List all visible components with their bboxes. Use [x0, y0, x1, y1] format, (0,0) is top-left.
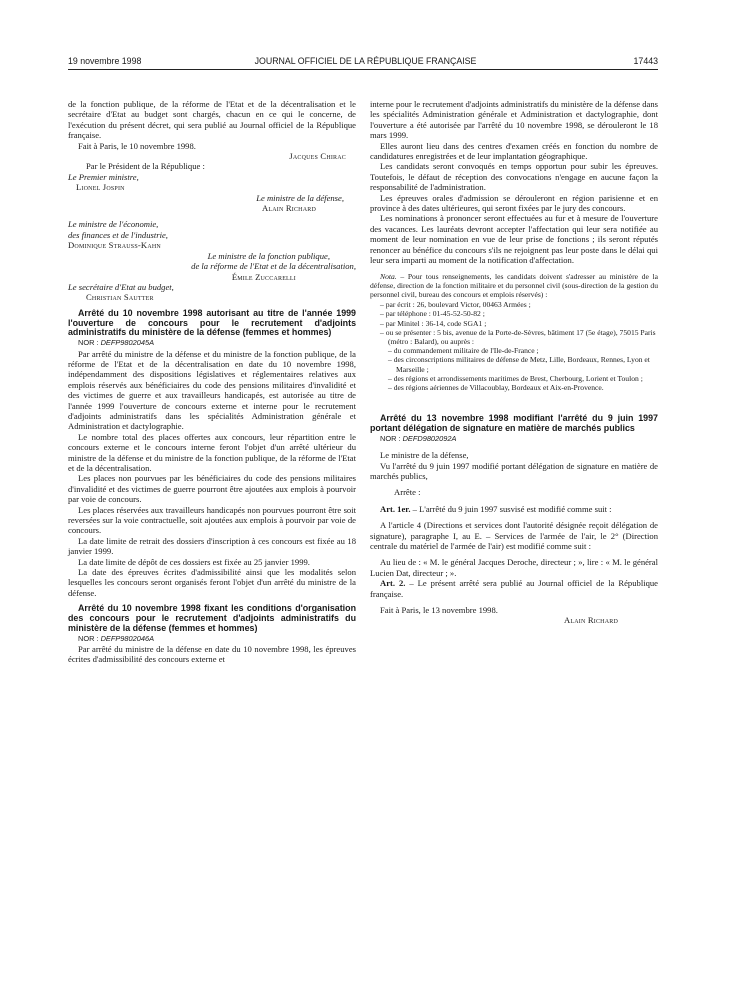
header-rule: [68, 69, 658, 70]
civil-service-minister-title-1: Le ministre de la fonction publique,: [207, 250, 330, 261]
header-date: 19 novembre 1998: [68, 56, 142, 66]
arrete-3-paragraph-4: Au lieu de : « M. le général Jacques Deroche, directeur ; », lire : « M. le général Lucien Dat, directeur ; ».: [370, 557, 658, 578]
intro-paragraph: de la fonction publique, de la réforme de l'Etat et de la décentralisation et le secrétaire d'Etat au budget sont chargés, chacun en ce qui le concerne, de l'exécution du présent décret, qui sera publié au Journal officiel de la République française.: [68, 99, 356, 141]
article-1: Art. 1er. – L'arrêté du 9 juin 1997 susvisé est modifié comme suit :: [380, 503, 612, 514]
contact-item: – par téléphone : 01-45-52-50-82 ;: [370, 309, 658, 318]
fait-paris-2: Fait à Paris, le 13 novembre 1998.: [380, 605, 498, 616]
contact-item: – par Minitel : 36-14, code SGA1 ;: [370, 319, 658, 328]
defense-minister-name: Alain Richard: [261, 203, 316, 214]
premier-ministre-title: Le Premier ministre,: [68, 171, 139, 182]
arrete-3-vu: Vu l'arrêté du 9 juin 1997 modifié portant délégation de signature en matière de marchés publics,: [370, 460, 658, 481]
defense-minister-title: Le ministre de la défense,: [256, 192, 344, 203]
contact-subitem: – du commandement militaire de l'Ile-de-France ;: [370, 346, 658, 355]
arrete-3-nor: NOR : DEFD9802092A: [380, 433, 457, 443]
arrete-1-paragraph-2: Le nombre total des places offertes aux concours, leur répartition entre le concours externe et le concours interne feront l'objet d'un arrêté ultérieur du ministre de la défense et du ministre de la fonction publique, de la réforme de l'Etat et de la décentralisation.: [68, 431, 356, 473]
premier-ministre-name: Lionel Jospin: [76, 182, 125, 193]
contact-list: [370, 300, 658, 346]
contact-subitem: – des régions et arrondissements maritimes de Brest, Cherbourg, Lorient et Toulon ;: [370, 374, 658, 383]
economy-minister-name: Dominique Strauss-Kahn: [68, 240, 161, 251]
arrete-2-paragraph-5: Les nominations à prononcer seront effectuées au fur et à mesure de l'ouverture des vacances. Les lauréats devront accepter l'affectation qui leur sera notifiée au moment de leur nomination en vue de leur prise de fonctions ; ils seront réputés renoncer au bénéfice du concours s'ils ne rejoignent pas leur poste dans le délai qui leur sera imparti au moment de la notification d'affectation.: [370, 213, 658, 266]
signature-richard: Alain Richard: [563, 615, 618, 626]
arrete-1-paragraph-5: La date limite de retrait des dossiers d'inscription à ces concours est fixée au 18 janvier 1999.: [68, 535, 356, 557]
par-le-president: Par le Président de la République :: [86, 161, 205, 172]
civil-service-minister-name: Émile Zuccarelli: [231, 271, 296, 282]
budget-secretary-title: Le secrétaire d'Etat au budget,: [68, 281, 174, 292]
contact-item: – par écrit : 26, boulevard Victor, 00463 Armées ;: [370, 300, 658, 309]
arrete-1-paragraph-4: Les places réservées aux travailleurs handicapés non pourvues pourront être soit reversées sur la voie contractuelle, soit ajoutées aux emplois à pourvoir par voie de concours.: [68, 504, 356, 536]
contact-item: – ou se présenter : 5 bis, avenue de la Porte-de-Sèvres, bâtiment 17 (5e étage), 75015 Paris (métro : Balard), ou auprès :: [370, 328, 658, 346]
economy-minister-title-2: des finances et de l'industrie,: [68, 229, 168, 240]
nota-paragraph: Nota. – Pour tous renseignements, les candidats doivent s'adresser au ministère de la défense, direction de la fonction militaire et du personnel civil (sous-direction de la gestion du personnel civil, bureau des concours et emplois réservés) :: [370, 271, 658, 299]
budget-secretary-name: Christian Sautter: [86, 292, 154, 303]
arrete-3-minister: Le ministre de la défense,: [380, 450, 469, 461]
contact-subitem: – des circonscriptions militaires de défense de Metz, Lille, Bordeaux, Rennes, Lyon et Marseille ;: [370, 355, 658, 373]
header-page-number: 17443: [633, 56, 658, 66]
arrete-1-title: Arrêté du 10 novembre 1998 autorisant au titre de l'année 1999 l'ouverture de concours pour le recrutement d'adjoints administratifs du ministère de la défense (femmes et hommes): [68, 307, 356, 338]
arrete-2-paragraph-2: Elles auront lieu dans des centres d'examen créés en fonction du nombre de candidatures enregistrées et de leur implantation géographique.: [370, 140, 658, 162]
contact-sublist: [370, 346, 658, 392]
arrete-2-paragraph-4: Les épreuves orales d'admission se dérouleront en région parisienne et en province à des dates ultérieures, qui seront fixées par le jury des concours.: [370, 192, 658, 214]
arrete-2-paragraph-1-cont: interne pour le recrutement d'adjoints administratifs du ministère de la défense dans les spécialités Administration générale et Administration et dactylographie, dont l'ouverture a été autorisée par l'arrêté du 10 novembre 1998, se dérouleront le 18 mars 1999.: [370, 99, 658, 141]
arrete-3-paragraph-3: A l'article 4 (Directions et services dont l'autorité désignée reçoit délégation de signature), paragraphe I, au E. – Services de l'armée de l'air, le 2° (Direction centrale du matériel de l'armée de l'air) est modifié comme suit :: [370, 520, 658, 551]
arrete-2-paragraph-3: Les candidats seront convoqués en temps opportun pour subir les épreuves. Toutefois, le défaut de réception des convocations n'engage en aucune façon la responsabilité de l'administration.: [370, 161, 658, 193]
civil-service-minister-title-2: de la réforme de l'Etat et de la décentralisation,: [191, 261, 356, 272]
arrete-keyword: Arrête :: [394, 487, 421, 498]
arrete-2-title: Arrêté du 10 novembre 1998 fixant les conditions d'organisation des concours pour le recrutement d'adjoints administratifs du ministère de la défense (femmes et hommes): [68, 603, 356, 633]
arrete-1-paragraph-6: La date limite de dépôt de ces dossiers est fixée au 25 janvier 1999.: [78, 556, 310, 567]
economy-minister-title-1: Le ministre de l'économie,: [68, 219, 159, 230]
arrete-3-title: Arrêté du 13 novembre 1998 modifiant l'arrêté du 9 juin 1997 portant délégation de signature en matière de marchés publics: [370, 413, 658, 433]
signature-chirac: Jacques Chirac: [289, 151, 346, 162]
arrete-1-paragraph-7: La date des épreuves écrites d'admissibilité ainsi que les modalités selon lesquelles les concours seront organisés feront l'objet d'un arrêté du ministre de la défense.: [68, 567, 356, 598]
arrete-2-paragraph-1: Par arrêté du ministre de la défense en date du 10 novembre 1998, les épreuves écrites d'admissibilité des concours externe et: [68, 644, 356, 665]
header-title: JOURNAL OFFICIEL DE LA RÉPUBLIQUE FRANÇAISE: [254, 56, 477, 66]
arrete-1-paragraph-3: Les places non pourvues par les bénéficiaires du code des pensions militaires d'invalidité et des victimes de guerre pourront être ajoutées aux emplois à pourvoir par voie de concours.: [68, 473, 356, 505]
contact-subitem: – des régions aériennes de Villacoublay, Bordeaux et Aix-en-Provence.: [370, 383, 658, 392]
arrete-2-nor: NOR : DEFP9802046A: [78, 633, 155, 643]
article-2: Art. 2. – Le présent arrêté sera publié au Journal officiel de la République française.: [370, 578, 658, 599]
fait-paris-1: Fait à Paris, le 10 novembre 1998.: [78, 140, 196, 151]
arrete-1-nor: NOR : DEFP9802045A: [78, 338, 155, 348]
arrete-1-paragraph-1: Par arrêté du ministre de la défense et du ministre de la fonction publique, de la réforme de l'Etat et de la décentralisation en date du 10 novembre 1998, indépendamment des dispositions législatives et réglementaires relatives aux emplois réservés aux bénéficiaires du code des pensions militaires d'invalidité et des victimes de guerre et aux travailleurs handicapés, est autorisée au titre de l'année 1999 l'ouverture de concours externe et interne pour le recrutement d'adjoints administratifs dans les spécialités Administration générale et Administration et dactylographie.: [68, 348, 356, 432]
left-column: [68, 99, 356, 665]
right-column: [370, 99, 658, 626]
nota-block: [370, 272, 658, 393]
